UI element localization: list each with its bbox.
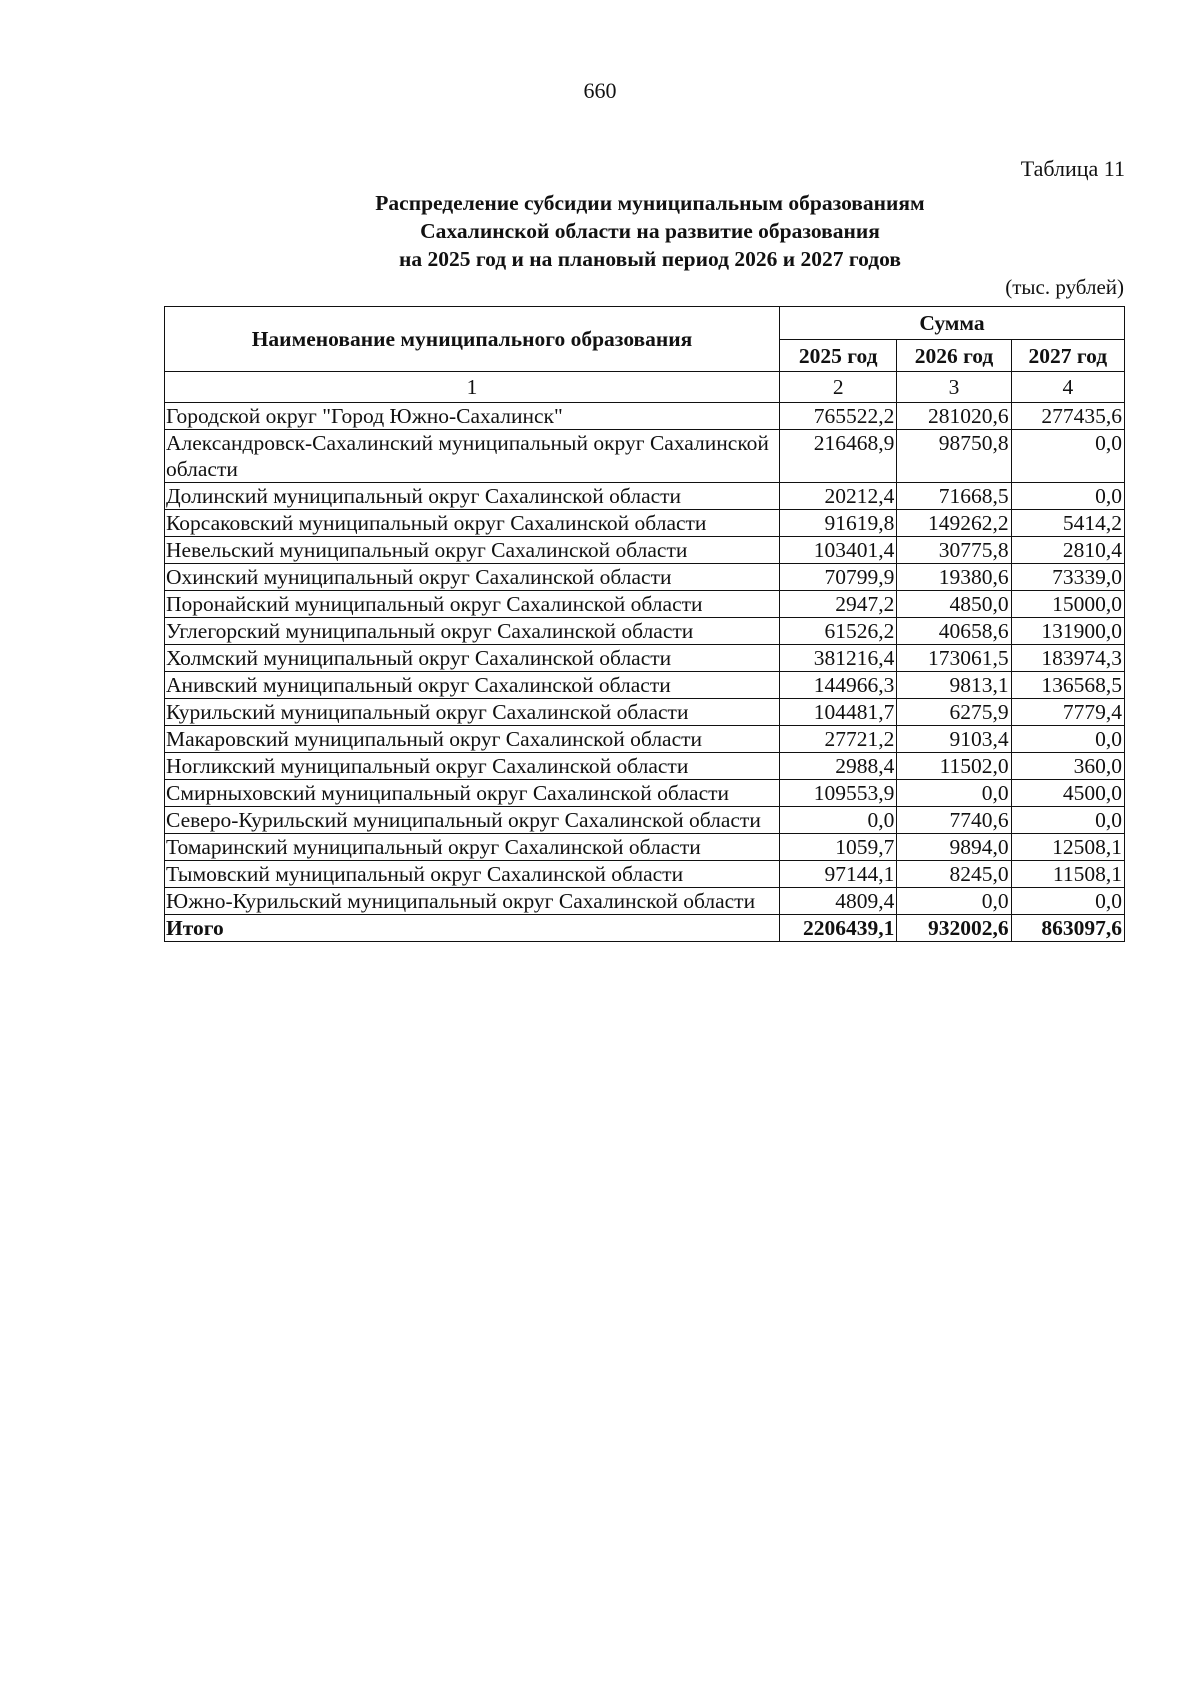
title-line: Сахалинской области на развитие образования	[420, 219, 880, 243]
municipality-name: Южно-Курильский муниципальный округ Сахалинской области	[165, 888, 780, 915]
municipality-name: Тымовский муниципальный округ Сахалинской области	[165, 861, 780, 888]
table-row	[165, 591, 1125, 618]
value-2025: 70799,9	[780, 564, 897, 591]
municipality-name: Макаровский муниципальный округ Сахалинской области	[165, 726, 780, 753]
table-row	[165, 834, 1125, 861]
value-2026: 149262,2	[897, 510, 1011, 537]
value-2025: 381216,4	[780, 645, 897, 672]
value-2027: 7779,4	[1011, 699, 1124, 726]
value-2027: 12508,1	[1011, 834, 1124, 861]
total-2027: 863097,6	[1011, 915, 1124, 942]
value-2027: 136568,5	[1011, 672, 1124, 699]
municipality-name: Охинский муниципальный округ Сахалинской области	[165, 564, 780, 591]
value-2025: 1059,7	[780, 834, 897, 861]
value-2026: 4850,0	[897, 591, 1011, 618]
table-label: Таблица 11	[1020, 156, 1125, 181]
column-index: 4	[1011, 372, 1124, 403]
municipality-name: Поронайский муниципальный округ Сахалинской области	[165, 591, 780, 618]
value-2025: 109553,9	[780, 780, 897, 807]
value-2025: 765522,2	[780, 403, 897, 430]
table-row	[165, 699, 1125, 726]
value-2026: 19380,6	[897, 564, 1011, 591]
municipality-name: Анивский муниципальный округ Сахалинской области	[165, 672, 780, 699]
value-2026: 0,0	[897, 780, 1011, 807]
value-2026: 71668,5	[897, 483, 1011, 510]
value-2027: 131900,0	[1011, 618, 1124, 645]
value-2025: 27721,2	[780, 726, 897, 753]
header-year-2027: 2027 год	[1011, 340, 1124, 372]
column-index-row	[165, 372, 1125, 403]
municipality-name: Ногликский муниципальный округ Сахалинской области	[165, 753, 780, 780]
municipality-name: Александровск-Сахалинский муниципальный округ Сахалинской области	[165, 430, 780, 483]
table-row	[165, 672, 1125, 699]
municipality-name: Северо-Курильский муниципальный округ Сахалинской области	[165, 807, 780, 834]
value-2027: 0,0	[1011, 888, 1124, 915]
value-2026: 0,0	[897, 888, 1011, 915]
value-2026: 281020,6	[897, 403, 1011, 430]
column-index: 3	[897, 372, 1011, 403]
table-row	[165, 537, 1125, 564]
header-sum: Сумма	[780, 307, 1125, 340]
title-line: Распределение субсидии муниципальным образованиям	[375, 191, 925, 215]
value-2026: 30775,8	[897, 537, 1011, 564]
municipality-name: Долинский муниципальный округ Сахалинской области	[165, 483, 780, 510]
value-2025: 216468,9	[780, 430, 897, 483]
value-2027: 5414,2	[1011, 510, 1124, 537]
value-2025: 97144,1	[780, 861, 897, 888]
value-2025: 4809,4	[780, 888, 897, 915]
municipality-name: Томаринский муниципальный округ Сахалинской области	[165, 834, 780, 861]
value-2025: 0,0	[780, 807, 897, 834]
value-2025: 144966,3	[780, 672, 897, 699]
total-label: Итого	[165, 915, 780, 942]
column-index: 1	[165, 372, 780, 403]
value-2025: 20212,4	[780, 483, 897, 510]
value-2027: 360,0	[1011, 753, 1124, 780]
table-row	[165, 618, 1125, 645]
title-line: на 2025 год и на плановый период 2026 и 2027 годов	[399, 247, 901, 271]
value-2025: 2947,2	[780, 591, 897, 618]
table-row	[165, 403, 1125, 430]
header-year-2025: 2025 год	[780, 340, 897, 372]
value-2027: 4500,0	[1011, 780, 1124, 807]
value-2026: 173061,5	[897, 645, 1011, 672]
value-2025: 104481,7	[780, 699, 897, 726]
table-row	[165, 753, 1125, 780]
value-2025: 2988,4	[780, 753, 897, 780]
municipality-name: Смирныховский муниципальный округ Сахалинской области	[165, 780, 780, 807]
units-label: (тыс. рублей)	[1005, 275, 1124, 299]
value-2026: 98750,8	[897, 430, 1011, 483]
total-row	[165, 915, 1125, 942]
value-2027: 73339,0	[1011, 564, 1124, 591]
value-2026: 9894,0	[897, 834, 1011, 861]
subsidy-table	[164, 306, 1125, 942]
value-2027: 0,0	[1011, 807, 1124, 834]
total-2026: 932002,6	[897, 915, 1011, 942]
value-2026: 7740,6	[897, 807, 1011, 834]
value-2026: 8245,0	[897, 861, 1011, 888]
municipality-name: Корсаковский муниципальный округ Сахалинской области	[165, 510, 780, 537]
value-2027: 0,0	[1011, 430, 1124, 483]
table-row	[165, 807, 1125, 834]
value-2026: 9813,1	[897, 672, 1011, 699]
page-number: 660	[583, 78, 617, 103]
municipality-name: Углегорский муниципальный округ Сахалинской области	[165, 618, 780, 645]
total-2025: 2206439,1	[780, 915, 897, 942]
municipality-name: Невельский муниципальный округ Сахалинской области	[165, 537, 780, 564]
value-2027: 0,0	[1011, 726, 1124, 753]
column-index: 2	[780, 372, 897, 403]
header-year-2026: 2026 год	[897, 340, 1011, 372]
table-row	[165, 726, 1125, 753]
value-2027: 0,0	[1011, 483, 1124, 510]
value-2025: 103401,4	[780, 537, 897, 564]
value-2026: 6275,9	[897, 699, 1011, 726]
municipality-name: Курильский муниципальный округ Сахалинской области	[165, 699, 780, 726]
table-row	[165, 861, 1125, 888]
municipality-name: Холмский муниципальный округ Сахалинской области	[165, 645, 780, 672]
table-row	[165, 510, 1125, 537]
document-title	[0, 189, 1200, 273]
value-2027: 277435,6	[1011, 403, 1124, 430]
table-body	[165, 372, 1125, 942]
table-row	[165, 564, 1125, 591]
value-2027: 2810,4	[1011, 537, 1124, 564]
value-2027: 15000,0	[1011, 591, 1124, 618]
table-row	[165, 430, 1125, 483]
value-2026: 9103,4	[897, 726, 1011, 753]
value-2027: 11508,1	[1011, 861, 1124, 888]
table-row	[165, 645, 1125, 672]
header-municipality: Наименование муниципального образования	[165, 307, 780, 372]
value-2026: 11502,0	[897, 753, 1011, 780]
table-row	[165, 780, 1125, 807]
value-2027: 183974,3	[1011, 645, 1124, 672]
table-row	[165, 888, 1125, 915]
value-2025: 61526,2	[780, 618, 897, 645]
value-2026: 40658,6	[897, 618, 1011, 645]
municipality-name: Городской округ "Город Южно-Сахалинск"	[165, 403, 780, 430]
table-row	[165, 483, 1125, 510]
value-2025: 91619,8	[780, 510, 897, 537]
